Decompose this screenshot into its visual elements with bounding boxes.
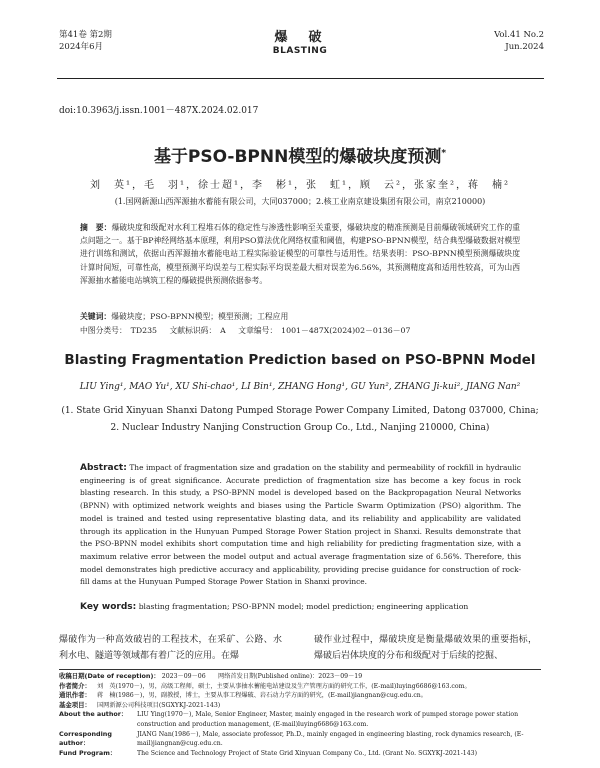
footnote-fund-zh: [59, 701, 541, 711]
footnote-key: Corresponding author：: [59, 729, 112, 748]
abstract-en: [80, 462, 521, 589]
authors-zh: 刘 英¹，毛 羽¹，徐士超¹，李 彬¹，张 虹¹，顾 云²，张家奎²，蒋 楠²: [89, 180, 511, 191]
abstract-zh-text: 爆破块度和级配对水利工程堆石体的稳定性与渗透性影响至关重要，爆破块度的精准预测是目前爆破领域研究工作的重点问题之一。基于BP神经网络基本原理，利用PSO算法优化网络权重和阈值，构建PSO-BPNN模型，结合典型爆破数据对模型进行训练和测试，依据山西浑源抽水蓄能电站工程实际验证模型的可靠性与适用性。结果表明：PSO-BPNN模型预测爆破块度计算时间短，可靠性高，模型预测平均误差与工程实际平均误差最大相对误差为6.56%，其预测精度高和适用性较高，可为山西浑源抽水蓄能电站填筑工程的爆破提供预测依据参考。: [80, 223, 520, 285]
footnote-key: Fund Program：: [59, 748, 117, 757]
footnote-value: 蒋 楠(1986－)，男，副教授，博士，主要从事工程爆破、岩石动力学方面的研究，(E-mail)jiangnan@cug.edu.cn。: [97, 692, 427, 700]
clc-number: 中图分类号： TD235: [80, 326, 158, 335]
doi[interactable]: doi:10.3963/j.issn.1001－487X.2024.02.017: [59, 106, 259, 116]
footnote-value: 2023－09－06 网络首发日期(Published online)：2023－09－19: [161, 673, 363, 680]
article-id: 文章编号： 1001－487X(2024)02－0136－07: [238, 326, 411, 335]
footnote-value: JIANG Nan(1986－), Male, associate professor, Ph.D., mainly engaged in engineering blasting, rock dynamics research, (E-mail)jiangnan@cug.edu.cn.: [137, 730, 524, 748]
footnote-value: The Science and Technology Project of State Grid Xinyuan Company Co., Ltd. (Grant No. SGXYKJ-2021-143): [137, 749, 478, 757]
footnote-key: About the author：: [59, 710, 128, 719]
journal-name-zh: 爆 破: [274, 30, 326, 45]
footnote-value: 国网新源公司科技项目(SGXYKJ-2021-143): [97, 701, 221, 709]
affiliation-zh: (1.国网新源山西浑源抽水蓄能有限公司，大同037000；2.核工业南京建设集团有限公司，南京210000): [114, 197, 486, 206]
footnote-key: 基金项目：: [59, 700, 91, 709]
footnotes: [59, 672, 541, 758]
footnote-corresponding-zh: [59, 691, 541, 701]
keywords-zh: [80, 311, 520, 322]
footnote-fund-en: [59, 749, 541, 759]
footnote-value: 刘 英(1970－)，男，高级工程师，硕士，主要从事抽水蓄能电站建设及生产管理方面的研究工作，(E-mail)luying6686@163.com。: [97, 682, 471, 690]
classification-row: [80, 325, 520, 336]
title-zh-footnote-mark: *: [441, 148, 447, 159]
footnote-value: LIU Ying(1970－), Male, Senior Engineer, Master, mainly engaged in the research work of pumped storage power station construction and production management, (E-mail)luying6686@163.com.: [137, 711, 519, 728]
keywords-zh-label: 关键词：: [80, 312, 112, 321]
affiliation-en: (1. State Grid Xinyuan Shanxi Datong Pumped Storage Power Company Limited, Datong 037000, China; 2. Nuclear Industry Nanjing Construction Group Co., Ltd., Nanjing 210000, China): [61, 406, 539, 433]
authors-en: LIU Ying¹, MAO Yu¹, XU Shi-chao¹, LI Bin¹, ZHANG Hong¹, GU Yun², ZHANG Ji-kui², JIANG Nan²: [79, 382, 521, 392]
journal-issue-en: [494, 29, 544, 53]
keywords-zh-text: 爆破块度；PSO-BPNN模型；模型预测；工程应用: [111, 312, 289, 321]
date-zh: 2024年6月: [59, 42, 104, 52]
footnote-received: [59, 672, 541, 682]
body-text-right: 破作业过程中，爆破块度是衡量爆破效果的重要指标，爆破后岩体块度的分布和级配对于后续的挖掘、: [314, 635, 537, 661]
abstract-zh-label: 摘 要：: [80, 223, 112, 232]
footnote-key: 通讯作者：: [59, 691, 91, 700]
keywords-en: [80, 602, 521, 612]
header-rule: [57, 78, 544, 79]
abstract-zh: [80, 221, 520, 287]
title-en: Blasting Fragmentation Prediction based on PSO-BPNN Model: [64, 352, 536, 368]
footnote-corresponding-en: [59, 730, 541, 749]
volume-en: Vol.41 No.2: [494, 30, 544, 40]
body-text-left: 爆破作为一种高效破岩的工程技术，在采矿、公路、水利水电、隧道等领域都有着广泛的应用。在爆: [59, 635, 282, 661]
date-en: Jun.2024: [505, 42, 544, 52]
abstract-en-text: The impact of fragmentation size and gradation on the stability and permeability of rockfill in hydraulic engineering is of great significance. Accurate prediction of fragmentation size has become a key focus in rock blasting research. In this study, a PSO-BPNN model is developed based on the Backpropagation Neural Networks (BPNN) with optimized network weights and biases using the Particle Swarm Optimization (PSO) algorithm. The model is trained and tested using representative blasting data, and its reliability and applicability are validated through its application in the Hunyuan Pumped Storage Power Station project in Shanxi. Results demonstrate that the PSO-BPNN model exhibits short computation time and high reliability for predicting fragmentation size, with a maximum relative error between the model output and actual average fragmentation size of 6.56%. Therefore, this model demonstrates high predictive accuracy and applicability, providing precise guidance for construction of rock-fill dams at the Hunyuan Pumped Storage Power Station in Shanxi province.: [80, 463, 521, 587]
footnote-key: 收稿日期(Date of reception)：: [59, 672, 160, 680]
title-zh: [0, 142, 600, 167]
journal-name-en: BLASTING: [272, 46, 328, 56]
document-code: 文献标识码： A: [169, 326, 226, 335]
volume-zh: 第41卷 第2期: [59, 30, 112, 40]
abstract-en-label: Abstract:: [80, 463, 127, 473]
footnote-rule: [59, 669, 541, 670]
keywords-en-label: Key words:: [80, 602, 137, 612]
keywords-en-text: blasting fragmentation; PSO-BPNN model; model prediction; engineering application: [138, 602, 469, 611]
footnote-author-bio-en: [59, 710, 541, 729]
title-zh-text: 基于PSO-BPNN模型的爆破块度预测: [153, 147, 442, 167]
footnote-author-bio-zh: [59, 682, 541, 692]
footnote-key: 作者简介：: [59, 681, 91, 690]
